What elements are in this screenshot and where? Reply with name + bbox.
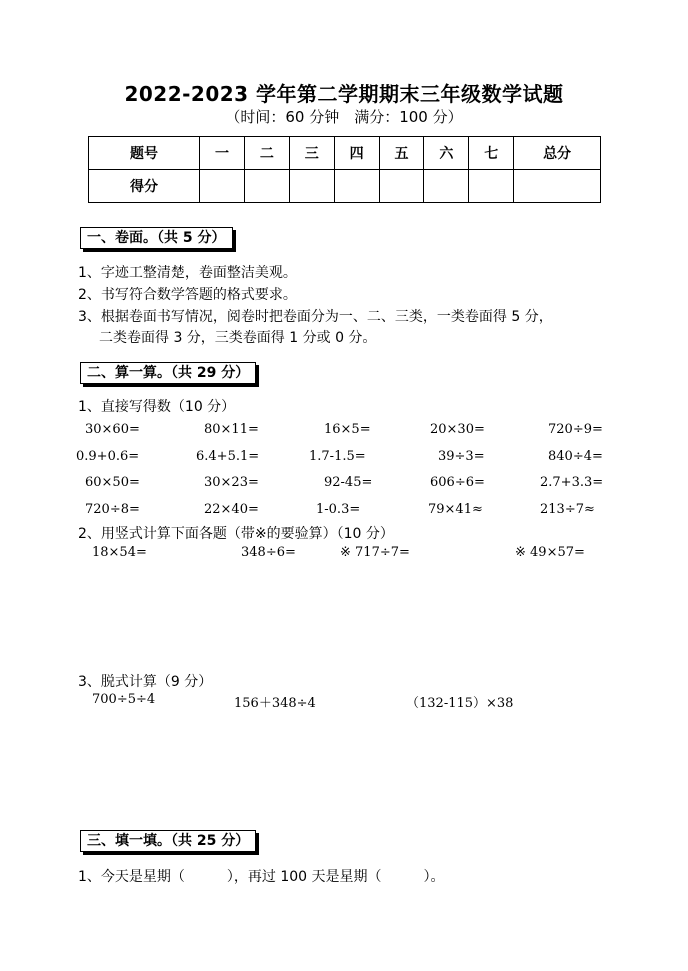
question-label: 3、脱式计算（9 分） xyxy=(78,674,213,690)
calc-item: 18×54= xyxy=(92,545,147,560)
section-heading: 三、填一填。（共 25 分） xyxy=(80,830,256,852)
exam-info: （时间：60 分钟 满分：100 分） xyxy=(225,108,463,126)
page-title: 2022-2023 学年第二学期期末三年级数学试题 xyxy=(124,82,564,106)
score-table-score-row xyxy=(89,170,601,203)
question-label: 1、直接写得数（10 分） xyxy=(78,399,236,415)
calc-item: ※ 49×57= xyxy=(515,545,585,560)
calc-item: 720÷9= xyxy=(548,422,603,437)
score-input-cell[interactable] xyxy=(424,170,469,203)
calc-item: 0.9+0.6= xyxy=(76,449,140,464)
score-input-cell[interactable] xyxy=(200,170,245,203)
calc-item: 20×30= xyxy=(430,422,485,437)
calc-item: 2.7+3.3= xyxy=(540,475,604,490)
calc-item: 92-45= xyxy=(324,475,373,490)
score-table-cell: 总分 xyxy=(514,137,601,170)
calc-item: 720÷8= xyxy=(85,502,140,517)
score-table-cell: 题号 xyxy=(89,137,200,170)
text-line: 1、字迹工整清楚，卷面整洁美观。 xyxy=(78,265,297,281)
score-input-cell[interactable] xyxy=(244,170,289,203)
score-table-cell: 五 xyxy=(379,137,424,170)
score-table xyxy=(88,136,601,203)
score-input-cell[interactable] xyxy=(514,170,601,203)
score-table-cell: 二 xyxy=(244,137,289,170)
score-table-cell: 三 xyxy=(289,137,334,170)
text-line: 二类卷面得 3 分，三类卷面得 1 分或 0 分。 xyxy=(99,330,377,346)
score-table-cell: 四 xyxy=(334,137,379,170)
score-table-header-row xyxy=(89,137,601,170)
question-text: 1、今天是星期（ ），再过 100 天是星期（ ）。 xyxy=(78,869,445,885)
calc-item: 60×50= xyxy=(85,475,140,490)
calc-item: 1-0.3= xyxy=(316,502,361,517)
section-heading: 二、算一算。（共 29 分） xyxy=(80,362,256,384)
calc-item: 213÷7≈ xyxy=(540,502,595,517)
score-table-cell: 七 xyxy=(469,137,514,170)
calc-item: 700÷5÷4 xyxy=(92,692,156,707)
calc-item: 79×41≈ xyxy=(428,502,483,517)
calc-item: 6.4+5.1= xyxy=(196,449,260,464)
question-label: 2、用竖式计算下面各题（带※的要验算）（10 分） xyxy=(78,526,394,542)
calc-item: 30×23= xyxy=(204,475,259,490)
score-table-cell: 六 xyxy=(424,137,469,170)
score-input-cell[interactable] xyxy=(334,170,379,203)
calc-item: 22×40= xyxy=(204,502,259,517)
score-input-cell[interactable] xyxy=(469,170,514,203)
score-table-cell: 得分 xyxy=(89,170,200,203)
score-table-cell: 一 xyxy=(200,137,245,170)
calc-item: ※ 717÷7= xyxy=(340,545,410,560)
calc-item: 16×5= xyxy=(324,422,371,437)
calc-item: 80×11= xyxy=(204,422,259,437)
score-input-cell[interactable] xyxy=(289,170,334,203)
calc-item: 30×60= xyxy=(85,422,140,437)
calc-item: 606÷6= xyxy=(430,475,485,490)
calc-item: 840÷4= xyxy=(548,449,603,464)
text-line: 2、书写符合数学答题的格式要求。 xyxy=(78,287,297,303)
calc-item: 39÷3= xyxy=(438,449,485,464)
calc-item: 156＋348÷4 xyxy=(234,696,316,711)
calc-item: （132-115）×38 xyxy=(406,696,514,711)
section-heading: 一、卷面。（共 5 分） xyxy=(80,227,233,249)
calc-item: 348÷6= xyxy=(241,545,296,560)
calc-item: 1.7-1.5= xyxy=(309,449,366,464)
text-line: 3、根据卷面书写情况，阅卷时把卷面分为一、二、三类，一类卷面得 5 分， xyxy=(78,309,553,325)
score-input-cell[interactable] xyxy=(379,170,424,203)
